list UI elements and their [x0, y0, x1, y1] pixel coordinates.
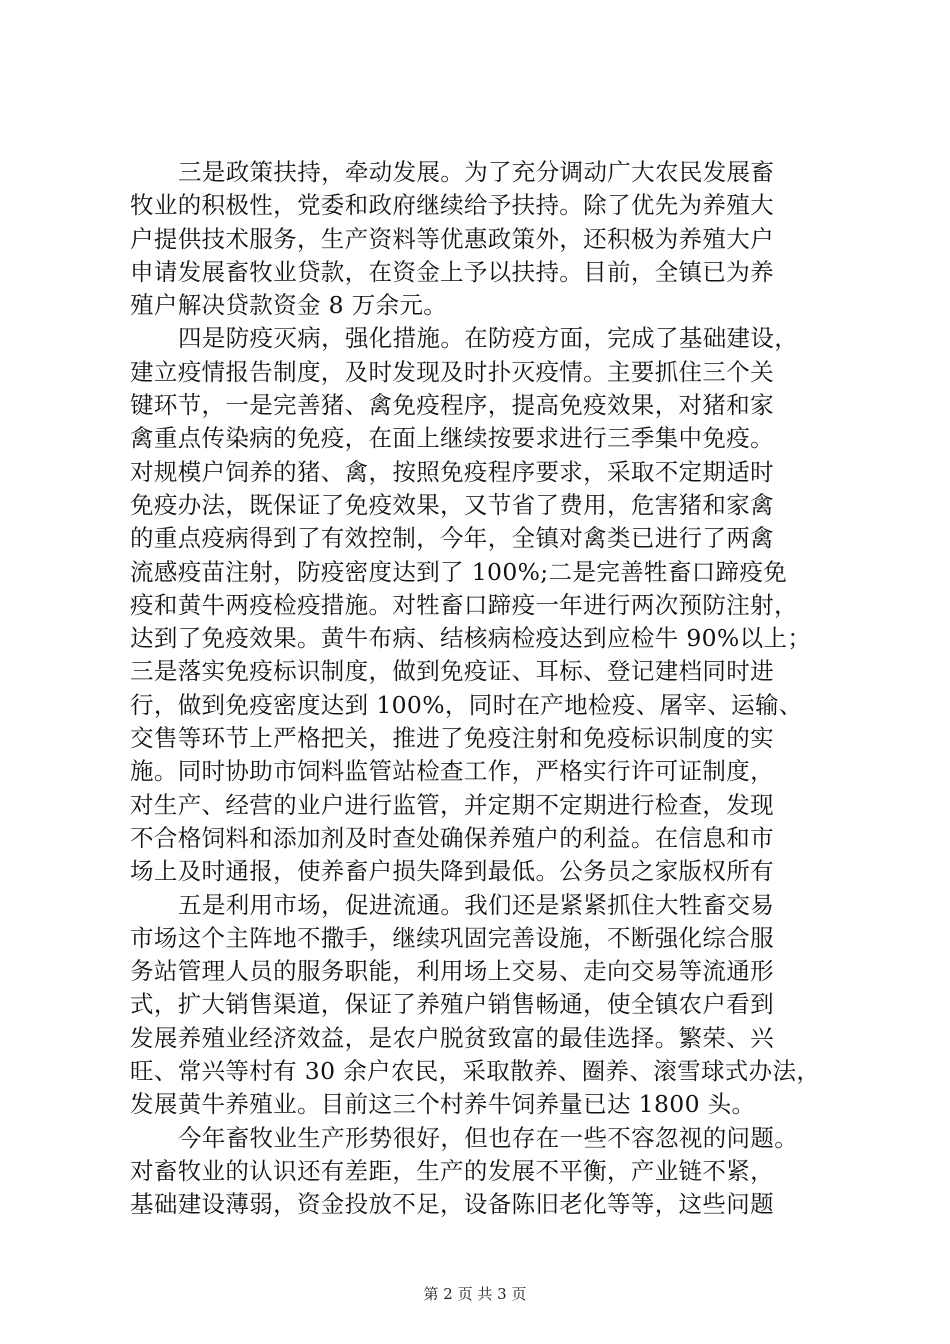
text-line: 今年畜牧业生产形势很好，但也存在一些不容忽视的问题。	[178, 1123, 799, 1152]
text-line: 疫和黄牛两疫检疫措施。对牲畜口蹄疫一年进行两次预防注射，	[130, 590, 798, 619]
text-line: 对畜牧业的认识还有差距，生产的发展不平衡，产业链不紧，	[130, 1156, 774, 1185]
text-line: 对规模户饲养的猪、禽，按照免疫程序要求，采取不定期适时	[130, 457, 774, 486]
text-line: 流感疫苗注射，防疫密度达到了 100%;二是完善牲畜口蹄疫免	[130, 557, 788, 586]
text-line: 务站管理人员的服务职能，利用场上交易、走向交易等流通形	[130, 957, 774, 986]
text-line: 发展黄牛养殖业。目前这三个村养牛饲养量已达 1800 头。	[130, 1090, 756, 1119]
text-line: 申请发展畜牧业贷款，在资金上予以扶持。目前，全镇已为养	[130, 257, 774, 286]
text-line: 牧业的积极性，党委和政府继续给予扶持。除了优先为养殖大	[130, 191, 774, 220]
text-line: 旺、常兴等村有 30 余户农民，采取散养、圈养、滚雪球式办法，	[130, 1057, 821, 1086]
page-footer	[0, 1284, 950, 1304]
text-line: 殖户解决贷款资金 8 万余元。	[130, 291, 448, 320]
text-line: 五是利用市场，促进流通。我们还是紧紧抓住大牲畜交易	[178, 890, 775, 919]
text-line: 场上及时通报，使养畜户损失降到最低。公务员之家版权所有	[130, 857, 774, 886]
text-line: 免疫办法，既保证了免疫效果，又节省了费用，危害猪和家禽	[130, 490, 774, 519]
text-line: 三是落实免疫标识制度，做到免疫证、耳标、登记建档同时进	[130, 657, 774, 686]
text-line: 市场这个主阵地不撒手，继续巩固完善设施，不断强化综合服	[130, 923, 774, 952]
text-line: 键环节，一是完善猪、禽免疫程序，提高免疫效果，对猪和家	[130, 391, 774, 420]
body-text	[130, 156, 830, 1222]
text-line: 行，做到免疫密度达到 100%，同时在产地检疫、屠宰、运输、	[130, 690, 803, 719]
text-line: 四是防疫灭病，强化措施。在防疫方面，完成了基础建设，	[178, 324, 799, 353]
text-line: 交售等环节上严格把关，推进了免疫注射和免疫标识制度的实	[130, 724, 774, 753]
text-line: 建立疫情报告制度，及时发现及时扑灭疫情。主要抓住三个关	[130, 357, 774, 386]
text-line: 基础建设薄弱，资金投放不足，设备陈旧老化等等，这些问题	[130, 1190, 774, 1219]
text-line: 的重点疫病得到了有效控制，今年，全镇对禽类已进行了两禽	[130, 524, 774, 553]
text-line: 三是政策扶持，牵动发展。为了充分调动广大农民发展畜	[178, 158, 775, 186]
text-line: 户提供技术服务，生产资料等优惠政策外，还积极为养殖大户	[130, 224, 774, 253]
text-line: 施。同时协助市饲料监管站检查工作，严格实行许可证制度，	[130, 757, 774, 786]
page-number: 第 2 页 共 3 页	[423, 1285, 527, 1303]
text-line: 发展养殖业经济效益，是农户脱贫致富的最佳选择。繁荣、兴	[130, 1023, 774, 1052]
text-line: 式，扩大销售渠道，保证了养殖户销售畅通，使全镇农户看到	[130, 990, 774, 1019]
text-line: 达到了免疫效果。黄牛布病、结核病检疫达到应检牛 90%以上；	[130, 624, 812, 653]
text-line: 对生产、经营的业户进行监管，并定期不定期进行检查，发现	[130, 790, 774, 819]
text-line: 禽重点传染病的免疫，在面上继续按要求进行三季集中免疫。	[130, 424, 774, 453]
text-line: 不合格饲料和添加剂及时查处确保养殖户的利益。在信息和市	[130, 823, 774, 852]
